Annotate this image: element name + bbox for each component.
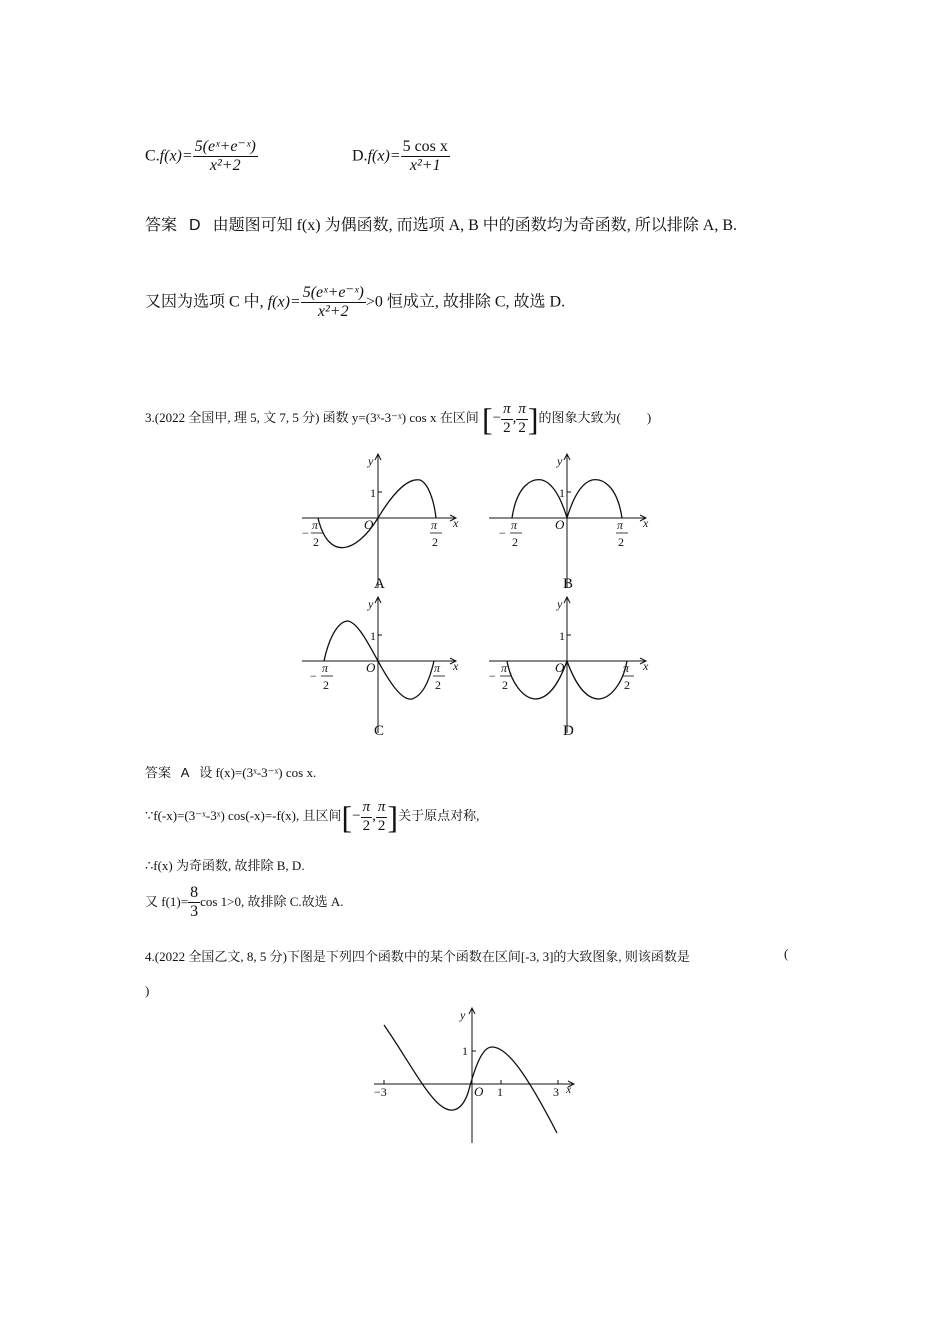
answer-interval-left-frac [361, 799, 373, 835]
answer-interval-comma: , [372, 808, 376, 824]
answer-interval-minus: − [352, 808, 361, 824]
graph-a-neg-sign: − [302, 526, 309, 540]
graph-c-neg-sign: − [310, 669, 317, 683]
q4-neg3: −3 [374, 1085, 387, 1099]
graph-b-caption: B [563, 576, 574, 592]
graph-c-one: 1 [370, 629, 376, 643]
q3-answer-text2-pre: ∵f(-x)=(3⁻ˣ-3ˣ) cos(-x)=-f(x), 且区间 [145, 808, 342, 823]
graph-c-pos-two: 2 [435, 678, 441, 692]
q4-pos3: 3 [553, 1085, 559, 1099]
graph-d-caption: D [563, 723, 574, 739]
option-d-label: D. [352, 147, 368, 165]
graph-a-neg-two: 2 [313, 535, 319, 549]
graph-d-pos-two: 2 [624, 678, 630, 692]
interval-right-pi: π [516, 401, 528, 419]
graph-c-x-label: x [453, 659, 459, 673]
option-d-denominator: x²+1 [409, 157, 441, 175]
q4-source: (2022 全国乙文, 8, 5 分) [154, 949, 287, 964]
answer-interval-right-pi: π [376, 799, 388, 817]
answer-interval-left-pi: π [361, 799, 373, 817]
graph-a-one: 1 [370, 486, 376, 500]
q3-answer-letter: A [180, 765, 190, 780]
graph-b-one: 1 [559, 486, 565, 500]
option-c-lhs: f(x)= [159, 147, 193, 165]
q3-number: 3. [145, 410, 155, 425]
q3-stem [145, 394, 651, 442]
q3-answer-line2 [145, 792, 479, 840]
answer-text: 由题图可知 f(x) 为偶函数, 而选项 A, B 中的函数均为奇函数, 所以排除 A, B. [212, 217, 738, 234]
interval-comma: , [512, 410, 517, 426]
graph-a-origin: O [364, 517, 374, 532]
q3-answer-text2-post: 关于原点对称, [398, 808, 480, 823]
option-c-numerator: 5(eˣ+e⁻ˣ) [193, 138, 258, 157]
interval-left-two: 2 [503, 419, 511, 436]
option-c [145, 138, 258, 176]
graph-c-y-label: y [368, 597, 374, 611]
bracket-left: [ [481, 401, 493, 438]
graph-c-neg-pi: π [322, 661, 329, 675]
option-d-fraction [401, 138, 450, 176]
answer-text-post: >0 恒成立, 故排除 C, 故选 D. [365, 293, 566, 311]
answer-tag: 答案 [145, 217, 178, 234]
bracket-right: ] [527, 401, 539, 438]
graph-d-neg-two: 2 [502, 678, 508, 692]
graph-c-caption: C [374, 723, 385, 739]
q2-answer-line2 [145, 284, 565, 322]
q4-paren-close: ) [145, 983, 150, 998]
q4-paren-open: ( [784, 946, 789, 961]
q4-y-label: y [460, 1008, 466, 1022]
graph-d-y-label: y [557, 597, 563, 611]
q4-origin: O [474, 1084, 484, 1099]
graph-d [487, 593, 657, 738]
q3-text-post: 的图象大致为( ) [538, 410, 652, 425]
answer-letter: D [189, 217, 201, 234]
graph-b [487, 450, 657, 595]
graph-d-one: 1 [559, 629, 565, 643]
q4-stem [145, 946, 690, 965]
option-c-fraction [193, 138, 258, 176]
q3-answer-tag: 答案 [145, 765, 172, 780]
option-d [352, 138, 450, 176]
graph-d-pos-pi: π [623, 661, 630, 675]
q3-answer-line4 [145, 884, 344, 922]
graph-a-pos-two: 2 [432, 535, 438, 549]
interval-right-two: 2 [518, 419, 526, 436]
q3-answer-text3: ∴f(x) 为奇函数, 故排除 B, D. [145, 858, 305, 873]
answer-fraction [301, 284, 366, 322]
q4-one-y: 1 [462, 1044, 468, 1058]
graph-d-neg-sign: − [489, 669, 496, 683]
interval-left-frac [501, 401, 513, 437]
graph-a-neg-pi: π [312, 518, 319, 532]
option-c-denominator: x²+2 [209, 157, 241, 175]
answer-numerator: 5(eˣ+e⁻ˣ) [301, 284, 366, 303]
answer-bracket-left: [ [341, 799, 353, 836]
option-d-lhs: f(x)= [367, 147, 401, 165]
q3-source: (2022 全国甲, 理 5, 文 7, 5 分) [154, 410, 320, 425]
interval-minus: − [492, 410, 502, 426]
answer-interval-right-frac [376, 799, 388, 835]
answer-lhs: f(x)= [267, 293, 301, 311]
interval-right-frac [516, 401, 528, 437]
answer-denominator: x²+2 [317, 303, 349, 321]
graph-c-curve [324, 621, 434, 699]
graph-c-pos-pi: π [434, 661, 441, 675]
graph-d-x-label: x [643, 659, 649, 673]
q3-answer-text1: 设 f(x)=(3ˣ-3⁻ˣ) cos x. [199, 765, 317, 780]
answer-text-pre: 又因为选项 C 中, [145, 293, 264, 311]
option-d-numerator: 5 cos x [401, 138, 450, 157]
graph-b-origin: O [555, 517, 565, 532]
q3-answer-den: 3 [190, 903, 199, 921]
graph-b-neg-pi: π [511, 518, 518, 532]
answer-interval-left-two: 2 [362, 817, 371, 834]
q3-answer-frac [188, 884, 200, 922]
graph-d-neg-pi: π [501, 661, 508, 675]
answer-interval-right-two: 2 [377, 817, 386, 834]
graph-a-pos-pi: π [431, 518, 438, 532]
graph-a-x-label: x [453, 516, 459, 530]
graph-a [300, 450, 470, 595]
q4-x-label: x [566, 1082, 572, 1096]
graph-b-neg-sign: − [499, 526, 506, 540]
graph-d-origin: O [555, 660, 565, 675]
q4-number: 4. [145, 949, 155, 964]
interval-left-pi: π [501, 401, 513, 419]
graph-a-caption: A [374, 576, 385, 592]
option-c-label: C. [145, 147, 160, 165]
q3-answer-text4-post: cos 1>0, 故排除 C.故选 A. [200, 893, 344, 909]
q4-curve [384, 1025, 557, 1133]
q3-text-pre: 函数 y=(3ˣ-3⁻ˣ) cos x 在区间 [322, 410, 479, 425]
graph-c [300, 593, 470, 738]
q3-answer-num: 8 [188, 884, 200, 903]
q4-one-x: 1 [497, 1085, 503, 1099]
graph-b-neg-two: 2 [512, 535, 518, 549]
graph-b-pos-two: 2 [618, 535, 624, 549]
q3-answer-line1 [145, 762, 316, 781]
graph-c-neg-two: 2 [323, 678, 329, 692]
graph-a-y-label: y [368, 454, 374, 468]
graph-b-y-label: y [557, 454, 563, 468]
q3-answer-text4-pre: 又 f(1)= [145, 893, 189, 909]
graph-b-pos-pi: π [617, 518, 624, 532]
q3-answer-line3 [145, 855, 305, 874]
q2-answer-line1 [145, 212, 737, 235]
graph-c-origin: O [366, 660, 376, 675]
q4-graph [370, 1005, 580, 1150]
answer-bracket-right: ] [387, 799, 399, 836]
q4-text: 下图是下列四个函数中的某个函数在区间[-3, 3]的大致图象, 则该函数是 [286, 949, 690, 964]
graph-a-curve [318, 480, 436, 548]
graph-b-x-label: x [643, 516, 649, 530]
